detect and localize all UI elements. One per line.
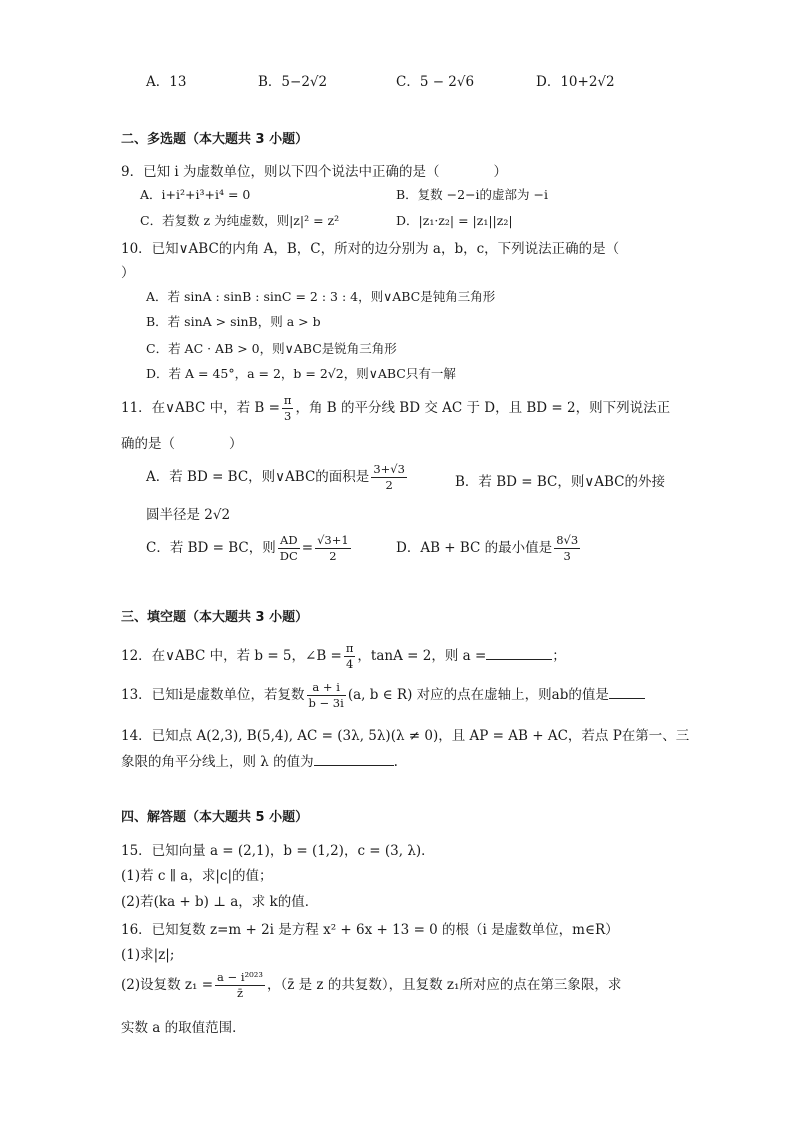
q10-option-c: C．若 AC · AB > 0，则∨ABC是锐角三角形 — [146, 341, 397, 356]
q14-stem-line2: 象限的角平分线上，则 λ 的值为 . — [121, 754, 398, 770]
q9-option-c: C．若复数 z 为纯虚数，则|z|² = z² — [140, 213, 340, 228]
q8-option-d: D．10+2√2 — [536, 74, 615, 90]
q10-stem-close: ） — [121, 265, 135, 281]
q10-option-a: A．若 sinA : sinB : sinC = 2 : 3 : 4，则∨ABC是钝角三角形 — [146, 289, 496, 304]
q11-option-d: D．AB + BC 的最小值是 $\frac{8√3}{3}$ — [396, 533, 579, 563]
q15-stem: 15．已知向量 a = (2,1)，b = (1,2)，c = (3, λ)． — [121, 843, 435, 859]
answer-blank-q13[interactable] — [609, 697, 645, 699]
q9-option-a: A．i+i²+i³+i⁴ = 0 — [140, 187, 251, 202]
q9-option-d: D．|z₁·z₂| = |z₁||z₂| — [396, 213, 513, 228]
q16-stem: 16．已知复数 z=m + 2i 是方程 x² + 6x + 13 = 0 的根（i 是虚数单位，m∈R） — [121, 922, 619, 938]
q13-stem: 13．已知i是虚数单位，若复数 $\frac{a + i}{b - 3i}$ (a, b ∈ R) 对应的点在虚轴上，则ab的值是 — [121, 680, 645, 711]
q11-option-c: C．若 BD = BC，则 $\frac{AD}{DC}$ = $\frac{√3+1}{2}$ — [146, 533, 349, 563]
q16-part-2: (2)设复数 z₁ = $\frac{\text{a − i²⁰²³}}{z̄}$ ，（z̄ 是 z 的共复数），且复数 z₁所对应的点在第三象限，求 — [121, 970, 622, 1000]
q8-option-a: A．13 — [146, 74, 187, 90]
q11-stem: 11．在∨ABC 中，若 B = $\frac{\pi}{3}$ ，角 B 的平分线 BD 交 AC 于 D，且 BD = 2，则下列说法正 — [121, 393, 671, 423]
q10-option-d: D．若 A = 45°，a = 2，b = 2√2，则∨ABC只有一解 — [146, 366, 456, 381]
answer-blank-q14[interactable] — [314, 764, 394, 766]
q12-stem: 12．在∨ABC 中，若 b = 5，∠B = $\frac{\pi}{4}$ ，tanA = 2，则 a = ； — [121, 641, 566, 671]
q11-option-b-cont: 圆半径是 2√2 — [146, 507, 231, 523]
q11-stem-line2: 确的是（ ） — [121, 436, 243, 452]
q11-option-b: B．若 BD = BC，则∨ABC的外接 — [455, 474, 665, 490]
q9-option-b: B．复数 −2−i的虚部为 −i — [396, 187, 549, 202]
q15-part-1: (1)若 c ∥ a，求|c|的值； — [121, 868, 273, 884]
section-title-multiple-choice: 二、多选题（本大题共 3 小题） — [121, 132, 309, 147]
fraction-pi-over-3: $\frac{\pi}{3}$ — [283, 393, 292, 423]
q8-option-c: C．5 − 2√6 — [396, 74, 475, 90]
q11-option-a: A．若 BD = BC，则∨ABC的面积是 $\frac{3+√3}{2}$ — [146, 462, 405, 492]
q10-option-b: B．若 sinA > sinB，则 a > b — [146, 314, 321, 329]
q16-part-2-line2: 实数 a 的取值范围． — [121, 1020, 246, 1036]
q10-stem: 10．已知∨ABC的内角 A，B，C，所对的边分别为 a，b，c，下列说法正确的是（ — [121, 241, 620, 257]
section-title-solution: 四、解答题（本大题共 5 小题） — [121, 810, 309, 825]
q15-part-2: (2)若(ka + b) ⊥ a，求 k的值． — [121, 894, 319, 910]
q9-stem: 9．已知 i 为虚数单位，则以下四个说法中正确的是（ ） — [121, 164, 507, 180]
q8-option-b: B．5−2√2 — [258, 74, 328, 90]
section-title-fill-in: 三、填空题（本大题共 3 小题） — [121, 610, 309, 625]
q16-part-1: (1)求|z|; — [121, 947, 175, 963]
q14-stem: 14．已知点 A(2,3), B(5,4), AC = (3λ, 5λ)(λ ≠ 0)，且 AP = AB + AC，若点 P在第一、三 — [121, 728, 690, 744]
answer-blank-q12[interactable] — [486, 658, 552, 660]
